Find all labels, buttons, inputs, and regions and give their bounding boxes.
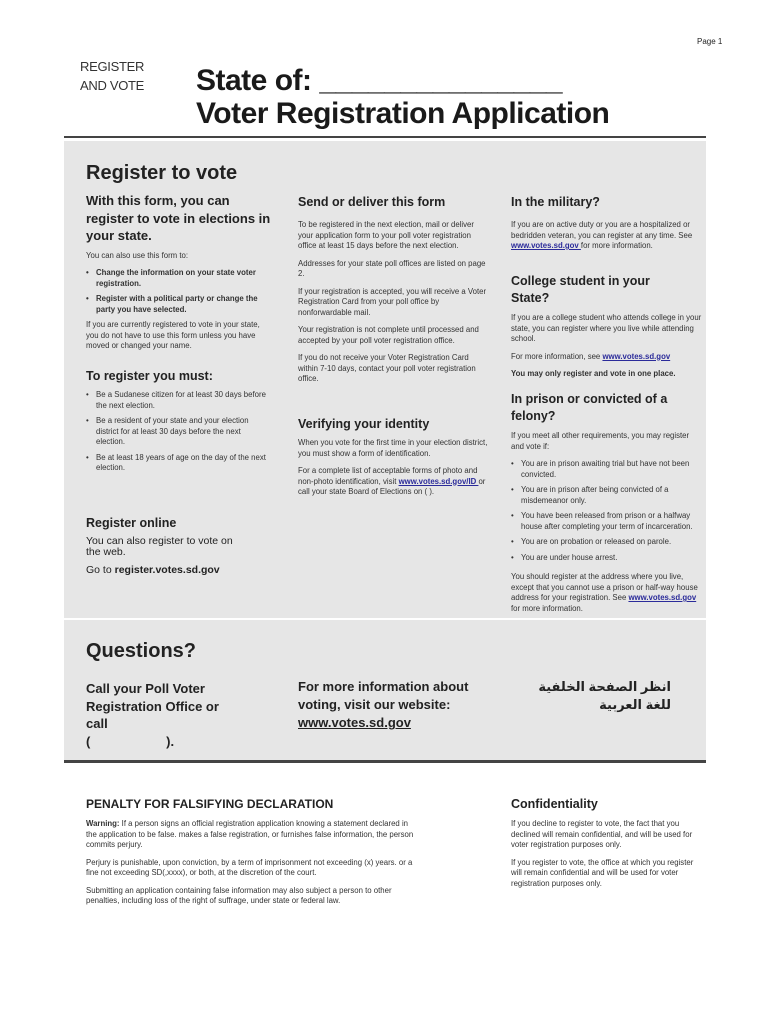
identity-text [298, 438, 490, 505]
warning-label: Warning: [86, 819, 120, 828]
military-link[interactable]: www.votes.sd.gov [511, 241, 581, 250]
military-text [511, 220, 704, 252]
college-p3: You may only register and vote in one place. [511, 369, 676, 378]
website-link[interactable]: www.votes.sd.gov [298, 715, 411, 730]
college-text [511, 313, 704, 387]
register-use-intro: You can also use this form to: [86, 251, 188, 260]
page-title [196, 64, 609, 130]
send-p2: Addresses for your state poll offices are listed on page 2. [298, 258, 486, 278]
prison-outro-a: You should register at the address where you live, except that you cannot use a prison or half-way house address for your registration. See [511, 572, 698, 602]
military-text-b: for more information. [580, 241, 653, 250]
online-heading: Register online [86, 516, 177, 530]
identity-heading: Verifying your identity [298, 417, 430, 431]
more-info: For more information about voting, visit our website: [298, 679, 469, 712]
prison-outro [511, 572, 701, 614]
id-link[interactable]: www.votes.sd.gov/ID [398, 476, 479, 486]
call-office: Call your Poll Voter Registration Office or call [86, 681, 219, 731]
send-p3: If your registration is accepted, you will receive a Voter Registration Card from your poll office by nonforwardable mail. [298, 286, 487, 317]
college-p2-a: For more information, see [511, 351, 603, 361]
send-heading: Send or deliver this form [298, 195, 446, 209]
penalty-p2: Perjury is punishable, upon conviction, by a term of imprisonment not exceeding (x) years. or a fine not exceeding SD(,xxxx), or both, at the discretion of the court. [86, 857, 413, 877]
penalty-heading: PENALTY FOR FALSIFYING DECLARATION [86, 797, 334, 811]
register-online-link[interactable]: register.votes.sd.gov [114, 564, 220, 576]
top-divider [64, 136, 706, 138]
warning-text: If a person signs an official registration application knowing a statement declared in the application to be false. makes a false registration, or furnishes false information, the person commits perjury. [86, 819, 414, 849]
brand-label [80, 57, 144, 95]
send-text [298, 220, 488, 392]
list-item: • Be a Sudanese citizen for at least 30 days before the next election. [86, 390, 270, 411]
list-item: • Be a resident of your state and your election district for at least 30 days before the next election. [86, 416, 270, 448]
college-link[interactable]: www.votes.sd.gov [602, 351, 671, 361]
military-heading: In the military? [511, 195, 600, 209]
list-item: • You are under house arrest. [511, 553, 701, 564]
list-item: • Be at least 18 years of age on the day of the next election. [86, 453, 270, 474]
college-heading: College student in your State? [511, 274, 650, 305]
send-p4: Your registration is not complete until processed and accepted by your poll voter registration office. [298, 325, 479, 345]
penalty-p3: Submitting an application containing false information may also subject a person to other penalties, including loss of the right of suffrage, under state or federal law. [86, 885, 392, 905]
confidentiality-heading: Confidentiality [511, 797, 598, 811]
brand-line-2: AND VOTE [80, 78, 145, 93]
prison-heading: In prison or convicted of a felony? [511, 392, 668, 423]
identity-p2-a: For a complete list of acceptable forms of photo and non-photo identification, visit [298, 466, 478, 486]
penalty-warning [86, 819, 416, 851]
send-p5: If you do not receive your Voter Registration Card within 7-10 days, contact your poll voter registration office. [298, 353, 476, 383]
register-heading: Register to vote [86, 162, 238, 184]
goto-label: Go to [86, 564, 115, 576]
bottom-divider [64, 760, 706, 763]
list-item: • You are in prison awaiting trial but have not been convicted. [511, 459, 701, 480]
identity-p2-b: or call your state Board of Elections on ( ). [298, 476, 486, 496]
arabic-note: انظر الصفحة الخلفية للغة العربية [538, 679, 671, 712]
penalty-text [86, 819, 416, 914]
prison-outro-b: for more information. [511, 603, 583, 613]
identity-p2 [298, 466, 490, 498]
brand-line-1: REGISTER [80, 59, 145, 74]
military-text-a: If you are on active duty or you are a hospitalized or bedridden veteran, you can register at any time. See [511, 220, 693, 240]
register-note: If you are currently registered to vote in your state, you do not have to use this form unless you have moved or changed your name. [86, 320, 260, 350]
page-number: Page 1 [697, 37, 723, 46]
send-p1: To be registered in the next election, mail or deliver your application form to your poll voter registration office at least 15 days before the next election. [298, 220, 474, 250]
confidentiality-p2: If you register to vote, the office at which you register will remain confidential and will be used for voter registration purposes only. [511, 857, 694, 888]
title-state: State of: _______________ [196, 64, 563, 97]
college-p2 [511, 352, 704, 363]
identity-p1: When you vote for the first time in your election district, you must show a form of identification. [298, 438, 488, 458]
must-list [86, 390, 270, 479]
must-heading: To register you must: [86, 369, 213, 383]
college-p1: If you are a college student who attends college in your state, you can register where you live while attending school. [511, 313, 702, 343]
list-item: • Register with a political party or change the party you have selected. [86, 294, 266, 315]
register-uses-list [86, 268, 266, 320]
online-text: You can also register to vote on the web. [86, 535, 233, 558]
confidentiality-p1: If you decline to register to vote, the fact that you declined will remain confidential, and will be used for voter registration purposes only. [511, 819, 693, 849]
list-item: • You have been released from prison or a halfway house after completing your term of incarceration. [511, 511, 701, 532]
prison-intro: If you meet all other requirements, you may register and vote if: [511, 431, 690, 451]
online-goto [86, 564, 220, 576]
register-lead: With this form, you can register to vote in elections in your state. [86, 193, 271, 243]
prison-text [511, 431, 701, 621]
prison-link[interactable]: www.votes.sd.gov [628, 593, 697, 602]
list-item: • Change the information on your state voter registration. [86, 268, 266, 289]
list-item: • You are in prison after being convicted of a misdemeanor only. [511, 485, 701, 506]
call-number: ( ). [86, 734, 175, 749]
list-item: • You are on probation or released on parole. [511, 537, 701, 548]
confidentiality-text [511, 819, 701, 896]
title-application: Voter Registration Application [196, 97, 610, 130]
questions-heading: Questions? [86, 640, 197, 662]
